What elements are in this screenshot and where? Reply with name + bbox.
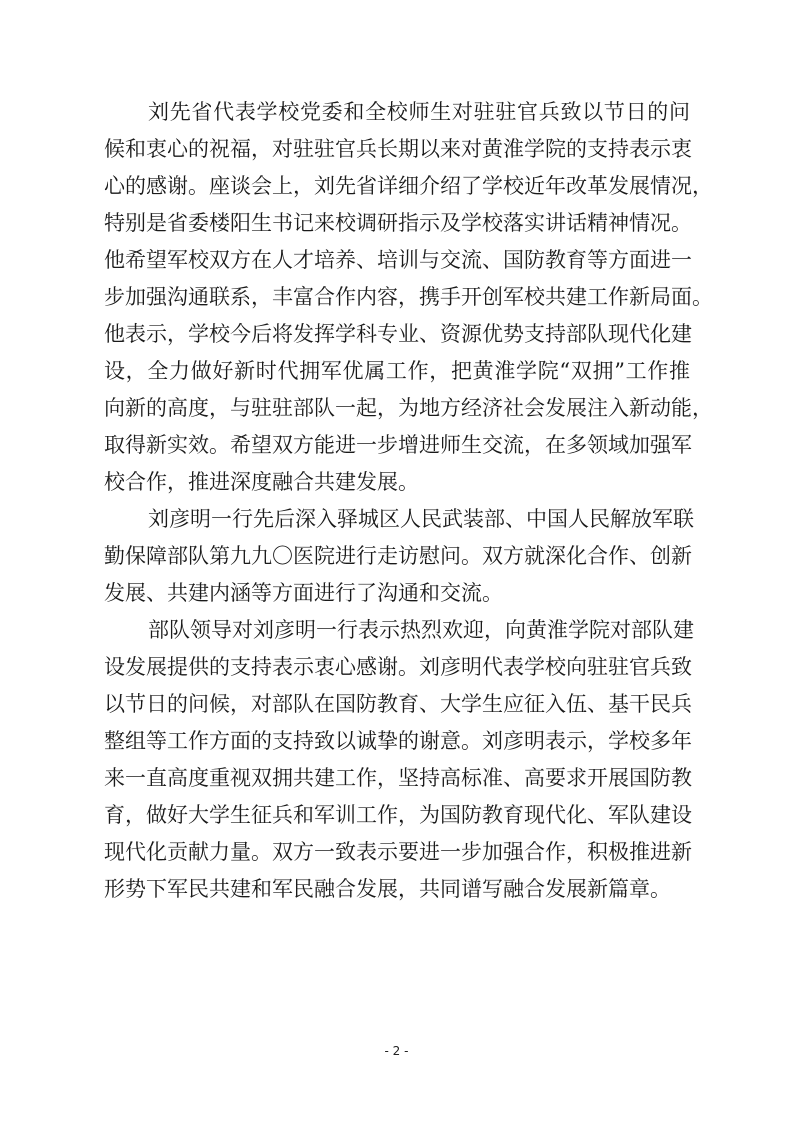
text-line: 心的感谢。座谈会上，刘先省详细介绍了学校近年改革发展情况，: [104, 174, 713, 198]
text-line: 部队领导对刘彦明一行表示热烈欢迎，向黄淮学院对部队建: [148, 618, 694, 642]
text-line: 刘彦明一行先后深入驿城区人民武装部、中国人民解放军联: [148, 507, 694, 531]
text-line: 以节日的问候，对部队在国防教育、大学生应征入伍、基干民兵: [104, 692, 692, 716]
text-line: 育，做好大学生征兵和军训工作，为国防教育现代化、军队建设: [104, 803, 692, 827]
text-line: 设，全力做好新时代拥军优属工作，把黄淮学院“双拥”工作推: [104, 359, 690, 383]
document-body: [104, 94, 713, 908]
text-line: 现代化贡献力量。双方一致表示要进一步加强合作，积极推进新: [104, 840, 692, 864]
text-line: 特别是省委楼阳生书记来校调研指示及学校落实讲话精神情况。: [104, 211, 692, 235]
text-line: 整组等工作方面的支持致以诚挚的谢意。刘彦明表示，学校多年: [104, 729, 692, 753]
text-line: 刘先省代表学校党委和全校师生对驻驻官兵致以节日的问: [148, 100, 690, 124]
text-line: 勤保障部队第九九〇医院进行走访慰问。双方就深化合作、创新: [104, 544, 692, 568]
text-line: 形势下军民共建和军民融合发展，共同谱写融合发展新篇章。: [104, 877, 671, 901]
text-line: 取得新实效。希望双方能进一步增进师生交流，在多领域加强军: [104, 433, 692, 457]
text-line: 发展、共建内涵等方面进行了沟通和交流。: [104, 581, 503, 605]
paragraph-3: [104, 612, 694, 908]
text-line: 来一直高度重视双拥共建工作，坚持高标准、高要求开展国防教: [104, 766, 692, 790]
text-line: 步加强沟通联系，丰富合作内容，携手开创军校共建工作新局面。: [104, 285, 713, 309]
text-line: 候和衷心的祝福，对驻驻官兵长期以来对黄淮学院的支持表示衷: [104, 137, 692, 161]
text-line: 设发展提供的支持表示衷心感谢。刘彦明代表学校向驻驻官兵致: [104, 655, 692, 679]
text-line: 他希望军校双方在人才培养、培训与交流、国防教育等方面进一: [104, 248, 692, 272]
text-line: 向新的高度，与驻驻部队一起，为地方经济社会发展注入新动能，: [104, 396, 713, 420]
text-line: 他表示，学校今后将发挥学科专业、资源优势支持部队现代化建: [104, 322, 692, 346]
paragraph-2: [104, 501, 694, 612]
paragraph-1: [104, 94, 713, 501]
page-number: - 2 -: [384, 1044, 409, 1058]
text-line: 校合作，推进深度融合共建发展。: [104, 470, 419, 494]
